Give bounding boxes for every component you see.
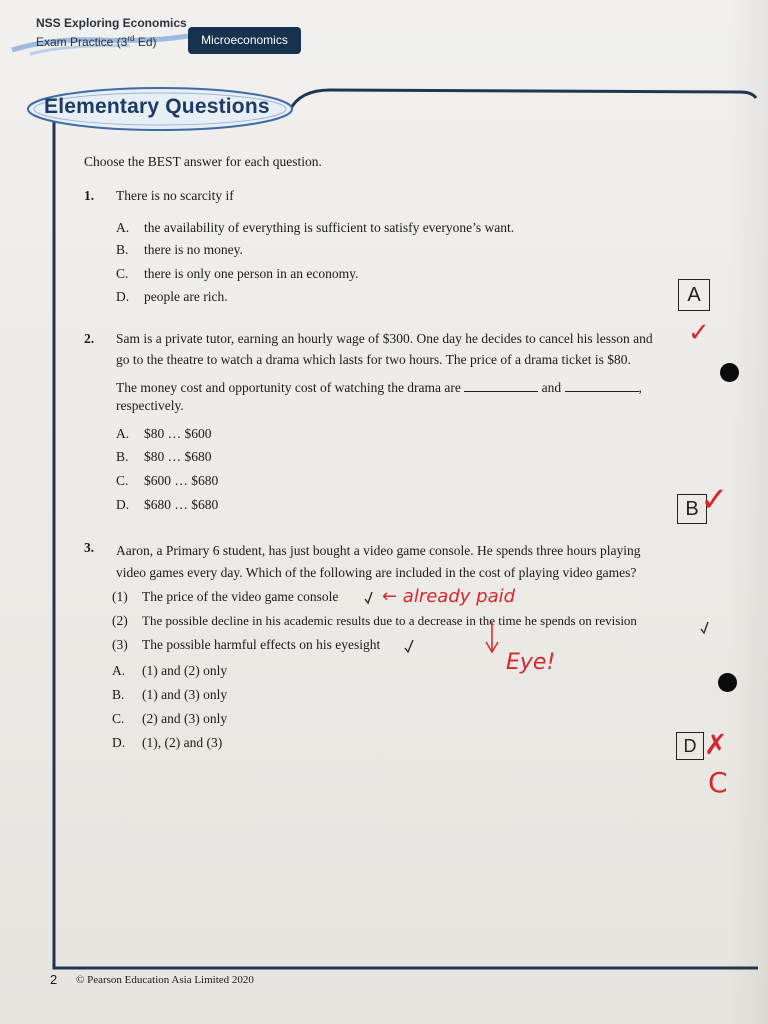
- section-title: Elementary Questions: [44, 95, 270, 118]
- q3-option-label: B.: [112, 687, 125, 702]
- q3-item-text: The price of the video game console: [142, 589, 339, 604]
- q1-option-label: B.: [116, 242, 129, 257]
- question-1-number: 1.: [84, 188, 95, 203]
- q1-option-text: there is no money.: [144, 242, 243, 257]
- page-number: 2: [50, 972, 58, 987]
- answer-blank: [565, 381, 639, 392]
- book-title-line1: NSS Exploring Economics: [36, 16, 187, 30]
- q2-option-label: A.: [116, 426, 130, 441]
- handwritten-correction-c: C: [708, 766, 728, 799]
- question-2-stem2: The money cost and opportunity cost of watching the drama are and ,: [116, 380, 642, 395]
- subject-tag: Microeconomics: [188, 27, 301, 54]
- q1-option-label: A.: [116, 220, 130, 235]
- q2-option-text: $600 … $680: [144, 473, 219, 488]
- q3-option-text: (1) and (2) only: [142, 663, 228, 678]
- handwritten-tick-q2: ✓: [688, 318, 710, 348]
- q2-option-text: $80 … $600: [144, 426, 212, 441]
- q3-option-text: (1) and (3) only: [142, 687, 228, 702]
- margin-dot: [718, 673, 737, 692]
- q2-option-label: D.: [116, 497, 130, 512]
- question-3-number: 3.: [84, 540, 95, 555]
- q3-item-text: The possible harmful effects on his eyesight: [142, 637, 381, 652]
- q3-option-label: A.: [112, 663, 126, 678]
- q1-option-text: people are rich.: [144, 289, 228, 304]
- question-2-stem2-line2: respectively.: [116, 398, 184, 413]
- question-2-number: 2.: [84, 331, 95, 346]
- answer-blank: [464, 381, 538, 392]
- question-3-stem-line1: Aaron, a Primary 6 student, has just bought a video game console. He spends three hours playing: [116, 543, 641, 558]
- book-title-line2: Exam Practice (3rd Ed): [36, 34, 157, 49]
- handwritten-cross-mark: ✗: [704, 728, 728, 761]
- q1-option-label: C.: [116, 266, 129, 281]
- q3-answer-box: D: [676, 732, 704, 760]
- instruction: Choose the BEST answer for each question.: [84, 154, 322, 169]
- q3-option-label: D.: [112, 735, 126, 750]
- q3-item-label: (2): [112, 613, 128, 628]
- copyright: © Pearson Education Asia Limited 2020: [76, 974, 254, 986]
- q2-option-label: C.: [116, 473, 129, 488]
- q1-option-text: there is only one person in an economy.: [144, 266, 359, 281]
- q2-answer-box: B: [677, 494, 707, 524]
- question-2-stem-line1: Sam is a private tutor, earning an hourly wage of $300. One day he decides to cancel his lesson and: [116, 331, 653, 346]
- q3-option-text: (2) and (3) only: [142, 711, 228, 726]
- margin-dot: [720, 363, 739, 382]
- q2-option-text: $680 … $680: [144, 497, 219, 512]
- question-2-stem-line2: go to the theatre to watch a drama which lasts for two hours. The price of a drama ticket is $80.: [116, 352, 631, 367]
- q3-item-label: (3): [112, 637, 128, 652]
- q2-option-text: $80 … $680: [144, 449, 212, 464]
- handwritten-eye-note: Eye!: [506, 650, 556, 675]
- q3-option-text: (1), (2) and (3): [142, 735, 223, 750]
- q1-option-text: the availability of everything is sufficient to satisfy everyone’s want.: [144, 220, 515, 235]
- q1-answer-box: A: [678, 279, 710, 311]
- handwritten-already-paid: ← already paid: [382, 586, 516, 607]
- q1-option-label: D.: [116, 289, 130, 304]
- handwritten-tick-q2-answer: ✓: [700, 480, 729, 520]
- question-1-stem: There is no scarcity if: [116, 188, 234, 203]
- q3-item-text: The possible decline in his academic results due to a decrease in the time he spends on revision: [142, 613, 637, 628]
- question-3-stem-line2: video games every day. Which of the following are included in the cost of playing video games?: [116, 565, 637, 580]
- q3-option-label: C.: [112, 711, 125, 726]
- q3-item-label: (1): [112, 589, 128, 604]
- q2-option-label: B.: [116, 449, 129, 464]
